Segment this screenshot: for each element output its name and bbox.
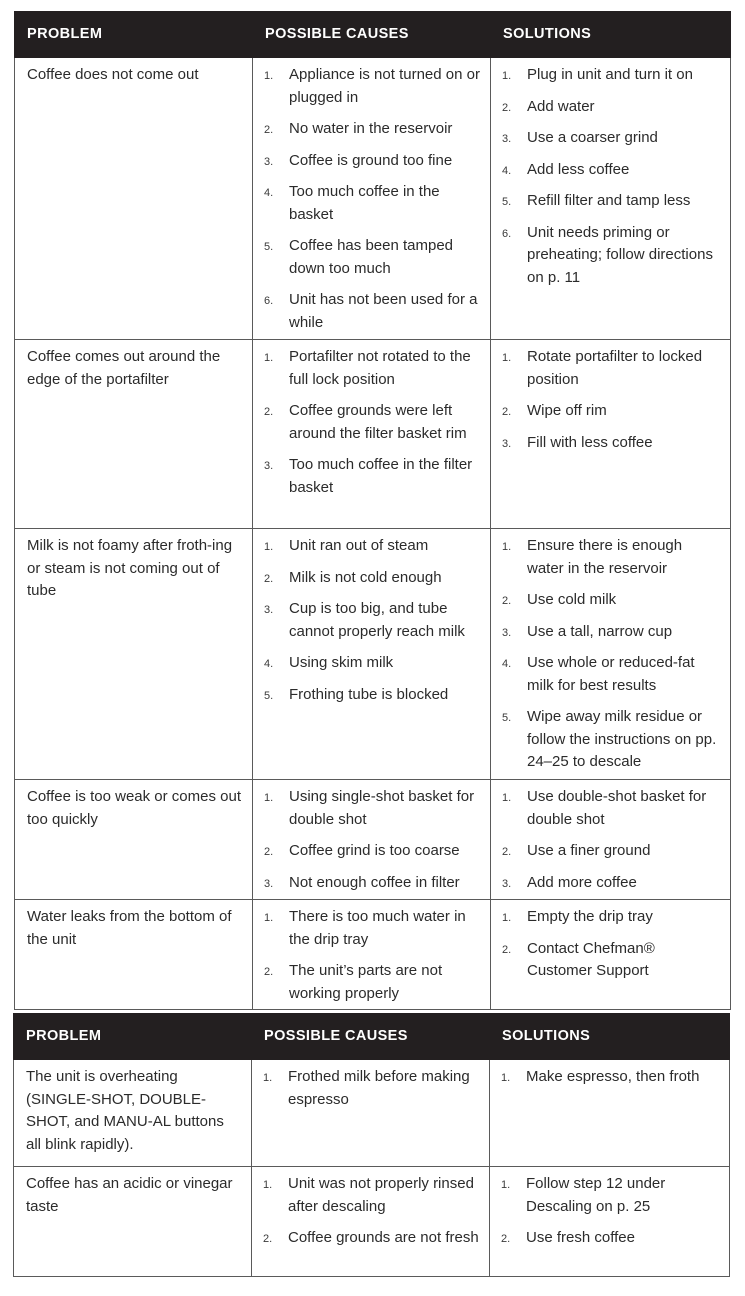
item-text: Use double-shot basket for double shot (527, 788, 707, 828)
list-item (264, 786, 480, 831)
problem-cell: Coffee does not come out (15, 58, 253, 340)
list-item (264, 872, 480, 895)
item-number: 1. (264, 792, 274, 804)
causes-cell (253, 529, 491, 780)
item-text: Coffee grounds were left around the filter basket rim (289, 402, 467, 442)
item-text: Follow step 12 under Descaling on p. 25 (526, 1175, 666, 1215)
causes-cell (252, 1167, 490, 1277)
header-solutions: SOLUTIONS (491, 12, 731, 58)
item-text: Using single-shot basket for double shot (289, 788, 475, 828)
solutions-cell (491, 900, 731, 1010)
item-number: 1. (502, 352, 512, 364)
list-item (502, 535, 720, 580)
list-item (264, 652, 480, 675)
troubleshooting-table-1 (14, 11, 731, 1010)
solutions-cell (491, 340, 731, 529)
item-text: No water in the reservoir (289, 120, 453, 137)
list-item (264, 454, 480, 499)
list-item (264, 150, 480, 173)
list-item (264, 64, 480, 109)
list-item (502, 190, 720, 213)
list-item (502, 159, 720, 182)
item-text: Unit was not properly rinsed after descaling (288, 1175, 474, 1215)
header-possible-causes: POSSIBLE CAUSES (252, 1014, 490, 1060)
item-number: 3. (264, 155, 274, 168)
item-text: Frothed milk before making espresso (288, 1068, 470, 1108)
item-text: Frothing tube is blocked (289, 685, 449, 703)
item-text: Plug in unit and turn it on (527, 66, 693, 83)
solutions-cell (490, 1060, 730, 1167)
item-number: 1. (263, 1072, 273, 1084)
problem-cell: Coffee is too weak or comes out too quickly (15, 780, 253, 900)
list-item (502, 706, 720, 774)
table-row (15, 340, 731, 529)
table-header-row (15, 12, 731, 58)
list-item (502, 222, 720, 290)
list-item (264, 235, 480, 280)
item-number: 1. (502, 912, 512, 924)
list-item (502, 906, 720, 929)
item-number: 6. (264, 295, 274, 307)
item-text: Coffee has been tamped down too much (289, 237, 454, 277)
header-problem: PROBLEM (14, 1014, 252, 1060)
item-text: Coffee grind is too coarse (289, 842, 460, 859)
item-text: Refill filter and tamp less (527, 192, 691, 209)
problem-cell: Water leaks from the bottom of the unit (15, 900, 253, 1010)
table-row (14, 1060, 730, 1167)
table-row (15, 900, 731, 1010)
item-number: 1. (502, 792, 512, 804)
table-row (15, 58, 731, 340)
list-item (501, 1066, 719, 1089)
item-text: Use a coarser grind (527, 129, 658, 146)
causes-cell (253, 780, 491, 900)
item-text: Unit needs priming or preheating; follow directions on p. 11 (527, 223, 713, 286)
item-number: 2. (264, 966, 274, 978)
item-text: Use a tall, narrow cup (527, 622, 673, 640)
list-item (263, 1173, 479, 1218)
solutions-cell (491, 780, 731, 900)
item-number: 1. (264, 912, 274, 924)
list-item (502, 621, 720, 644)
item-text: Too much coffee in the basket (289, 183, 440, 223)
header-solutions: SOLUTIONS (490, 1014, 730, 1060)
item-text: Use fresh coffee (526, 1229, 635, 1246)
item-number: 2. (502, 101, 512, 114)
list-item (264, 906, 480, 951)
item-text: Contact Chefman® Customer Support (527, 939, 655, 979)
list-item (264, 567, 480, 590)
item-number: 5. (502, 712, 512, 724)
problem-cell: Coffee comes out around the edge of the portafilter (15, 340, 253, 529)
item-text: Portafilter not rotated to the full lock position (289, 348, 471, 388)
solutions-cell (491, 58, 731, 340)
solutions-cell (491, 529, 731, 780)
item-number: 2. (502, 846, 512, 858)
list-item (264, 181, 480, 226)
causes-cell (253, 58, 491, 340)
item-text: Milk is not cold enough (289, 568, 442, 586)
item-text: Fill with less coffee (527, 433, 653, 451)
table-header-row (14, 1014, 730, 1060)
item-number: 3. (502, 133, 512, 145)
troubleshooting-table-2 (13, 1013, 730, 1277)
item-number: 2. (502, 943, 512, 956)
item-text: Using skim milk (289, 654, 394, 671)
header-possible-causes: POSSIBLE CAUSES (253, 12, 491, 58)
list-item (502, 127, 720, 150)
list-item (502, 872, 720, 895)
item-number: 3. (502, 626, 512, 639)
list-item (502, 346, 720, 391)
solutions-cell (490, 1167, 730, 1277)
header-problem: PROBLEM (15, 12, 253, 58)
table-row (14, 1167, 730, 1277)
item-number: 3. (502, 877, 512, 890)
item-number: 4. (502, 164, 512, 177)
causes-cell (252, 1060, 490, 1167)
causes-cell (253, 340, 491, 529)
list-item (502, 786, 720, 831)
item-text: Coffee is ground too fine (289, 151, 453, 169)
list-item (264, 960, 480, 1005)
item-number: 2. (263, 1233, 273, 1245)
item-number: 1. (501, 1072, 511, 1084)
list-item (264, 840, 480, 863)
list-item (263, 1227, 479, 1250)
item-number: 6. (502, 227, 512, 240)
item-text: Unit has not been used for a while (289, 291, 478, 331)
item-number: 4. (264, 658, 274, 670)
list-item (264, 289, 480, 334)
item-number: 2. (264, 572, 274, 585)
item-text: Use a finer ground (527, 842, 651, 859)
item-number: 2. (501, 1233, 511, 1245)
item-number: 5. (264, 689, 274, 702)
item-text: Add water (527, 97, 595, 115)
item-number: 2. (502, 406, 512, 418)
item-number: 3. (264, 604, 274, 616)
item-number: 4. (264, 187, 274, 199)
item-text: Wipe off rim (527, 402, 607, 419)
list-item (264, 346, 480, 391)
item-text: Appliance is not turned on or plugged in (289, 66, 480, 106)
item-text: Wipe away milk residue or follow the instructions on pp. 24–25 to descale (527, 708, 717, 770)
item-text: Empty the drip tray (527, 908, 653, 925)
item-number: 4. (502, 658, 512, 670)
item-text: Cup is too big, and tube cannot properly reach milk (289, 600, 465, 640)
item-number: 1. (263, 1179, 273, 1191)
item-text: The unit’s parts are not working properly (289, 962, 443, 1002)
list-item (263, 1066, 479, 1111)
item-number: 2. (264, 846, 274, 858)
item-text: Unit ran out of steam (289, 537, 429, 554)
list-item (264, 118, 480, 141)
list-item (502, 589, 720, 612)
item-text: Rotate portafilter to locked position (527, 348, 703, 388)
item-number: 3. (264, 877, 274, 890)
item-number: 1. (264, 352, 274, 364)
item-number: 1. (264, 70, 274, 82)
list-item (264, 598, 480, 643)
item-text: Ensure there is enough water in the reservoir (527, 537, 683, 577)
list-item (264, 400, 480, 445)
item-number: 3. (264, 460, 274, 472)
list-item (264, 535, 480, 558)
list-item (502, 840, 720, 863)
table-row (15, 780, 731, 900)
list-item (502, 400, 720, 423)
item-number: 1. (501, 1179, 511, 1191)
item-text: There is too much water in the drip tray (289, 908, 466, 948)
item-number: 2. (502, 595, 512, 607)
item-text: Use whole or reduced-fat milk for best results (527, 654, 695, 694)
item-number: 1. (502, 541, 512, 553)
item-text: Add more coffee (527, 873, 637, 891)
item-text: Too much coffee in the filter basket (289, 456, 473, 496)
item-text: Coffee grounds are not fresh (288, 1229, 479, 1246)
item-number: 5. (502, 196, 512, 208)
list-item (501, 1227, 719, 1250)
item-number: 1. (502, 70, 512, 82)
list-item (502, 64, 720, 87)
list-item (264, 684, 480, 707)
item-number: 5. (264, 241, 274, 253)
list-item (501, 1173, 719, 1218)
item-text: Not enough coffee in filter (289, 873, 460, 891)
item-number: 2. (264, 124, 274, 136)
item-number: 2. (264, 406, 274, 418)
list-item (502, 938, 720, 983)
item-number: 3. (502, 437, 512, 450)
item-text: Make espresso, then froth (526, 1068, 700, 1085)
list-item (502, 96, 720, 119)
item-number: 1. (264, 541, 274, 553)
item-text: Add less coffee (527, 160, 630, 178)
causes-cell (253, 900, 491, 1010)
problem-cell: Coffee has an acidic or vinegar taste (14, 1167, 252, 1277)
item-text: Use cold milk (527, 591, 617, 608)
problem-cell: Milk is not foamy after froth-ing or steam is not coming out of tube (15, 529, 253, 780)
problem-cell: The unit is overheating (SINGLE-SHOT, DOUBLE-SHOT, and MANU-AL buttons all blink rapidly). (14, 1060, 252, 1167)
list-item (502, 652, 720, 697)
table-row (15, 529, 731, 780)
list-item (502, 432, 720, 455)
